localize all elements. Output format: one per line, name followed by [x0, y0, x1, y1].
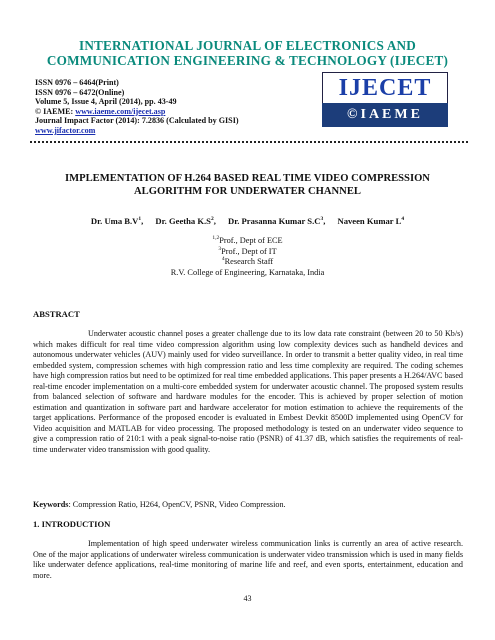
iaeme-prefix: © IAEME:	[35, 106, 76, 116]
journal-title-line1: INTERNATIONAL JOURNAL OF ELECTRONICS AND	[78, 38, 416, 53]
journal-title-line2: COMMUNICATION ENGINEERING & TECHNOLOGY (IJECET)	[46, 53, 449, 68]
author-list	[0, 216, 495, 226]
jifactor-link[interactable]: www.jifactor.com	[35, 125, 96, 135]
dotted-divider	[30, 141, 468, 143]
institution: R.V. College of Engineering, Karnataka, India	[170, 267, 325, 277]
iaeme-link[interactable]: www.iaeme.com/ijecet.asp	[75, 106, 166, 116]
paper-title-line1: IMPLEMENTATION OF H.264 BASED REAL TIME VIDEO COMPRESSION	[65, 173, 430, 184]
abstract-heading: ABSTRACT	[33, 309, 80, 319]
author: Dr. Uma $B.V^1$,	[90, 216, 144, 226]
issn-online: ISSN 0976 – 6472(Online)	[35, 87, 125, 97]
logo-top-text: IJECET	[338, 74, 432, 101]
journal-meta	[35, 78, 239, 136]
section-heading-introduction: 1. INTRODUCTION	[33, 519, 111, 529]
author: Naveen Kumar $L^4$	[337, 216, 405, 226]
keywords-label: Keywords	[33, 500, 69, 509]
journal-title	[0, 38, 495, 68]
paper-title	[0, 172, 495, 198]
abstract-body: Underwater acoustic channel poses a greater challenge due to its low data rate constraint (between 20 to 50 Kb/s) which makes difficult for real time video compression algorithm using low complexity devices such as handheld devices and autonomous underwater vehicles (AUV) mainly used for video surveillance. In order to transmit a better quality video, in real time embedded system, compression schemes with high compression ratio and less time complexity are required. The coding schemes have high compression ratios but need to be optimized for real time embedded applications. This paper presents a H.264/AVC based real-time encoder implementation on a multi-core embedded system for underwater acoustic channel. The proposed system results from balanced selection of software and hardware modules for the encoder. This is achieved by proper selection of motion estimation and quantization in software part and hardware accelerator for motion estimation to achieve the requirements of the target applications. Performance of the proposed encoder is evaluated in Embest Devkit 8500D implemented using OpenCV for Video acquisition and MATLAB for video processing. The proposed methodology is tested on an underwater video sequence to give a compression ratio of 210:1 with a peak signal-to-noise ratio (PSNR) of 41.37 dB, which satisfies the requirements of real-time underwater video transmission with good quality.	[33, 329, 463, 455]
page-number: 43	[243, 594, 252, 603]
keywords-text: : Compression Ratio, H264, OpenCV, PSNR, Video Compression.	[68, 500, 286, 509]
paper-title-line2: ALGORITHM FOR UNDERWATER CHANNEL	[134, 186, 361, 197]
volume-info: Volume 5, Issue 4, April (2014), pp. 43-49	[35, 97, 177, 107]
logo-bottom-text: ©IAEME	[347, 107, 423, 122]
ijecet-logo	[322, 72, 448, 128]
issn-print: ISSN 0976 – 6464(Print)	[35, 78, 119, 87]
author: Dr. Prasanna Kumar $S.C^3$,	[228, 216, 326, 226]
affiliations: $^{1,2}$Prof., Dept of ECE $^3$Prof., Dept of IT $^4$Research Staff R.V. College of Engineering, Karnataka, India	[0, 236, 495, 278]
introduction-body: Implementation of high speed underwater wireless communication links is currently an area of active research. One of the major applications of underwater wireless communication is underwater video transmission which is used in many fields like underwater defence applications, real-time monitoring of marine life and reef, and even sports, entertainment, education and more.	[33, 539, 463, 580]
author: Dr. Geetha $K.S^2$,	[155, 216, 216, 226]
impact-factor: Journal Impact Factor (2014): 7.2836 (Calculated by GISI)	[35, 116, 239, 126]
iaeme-line	[35, 107, 239, 117]
keywords	[33, 500, 463, 509]
